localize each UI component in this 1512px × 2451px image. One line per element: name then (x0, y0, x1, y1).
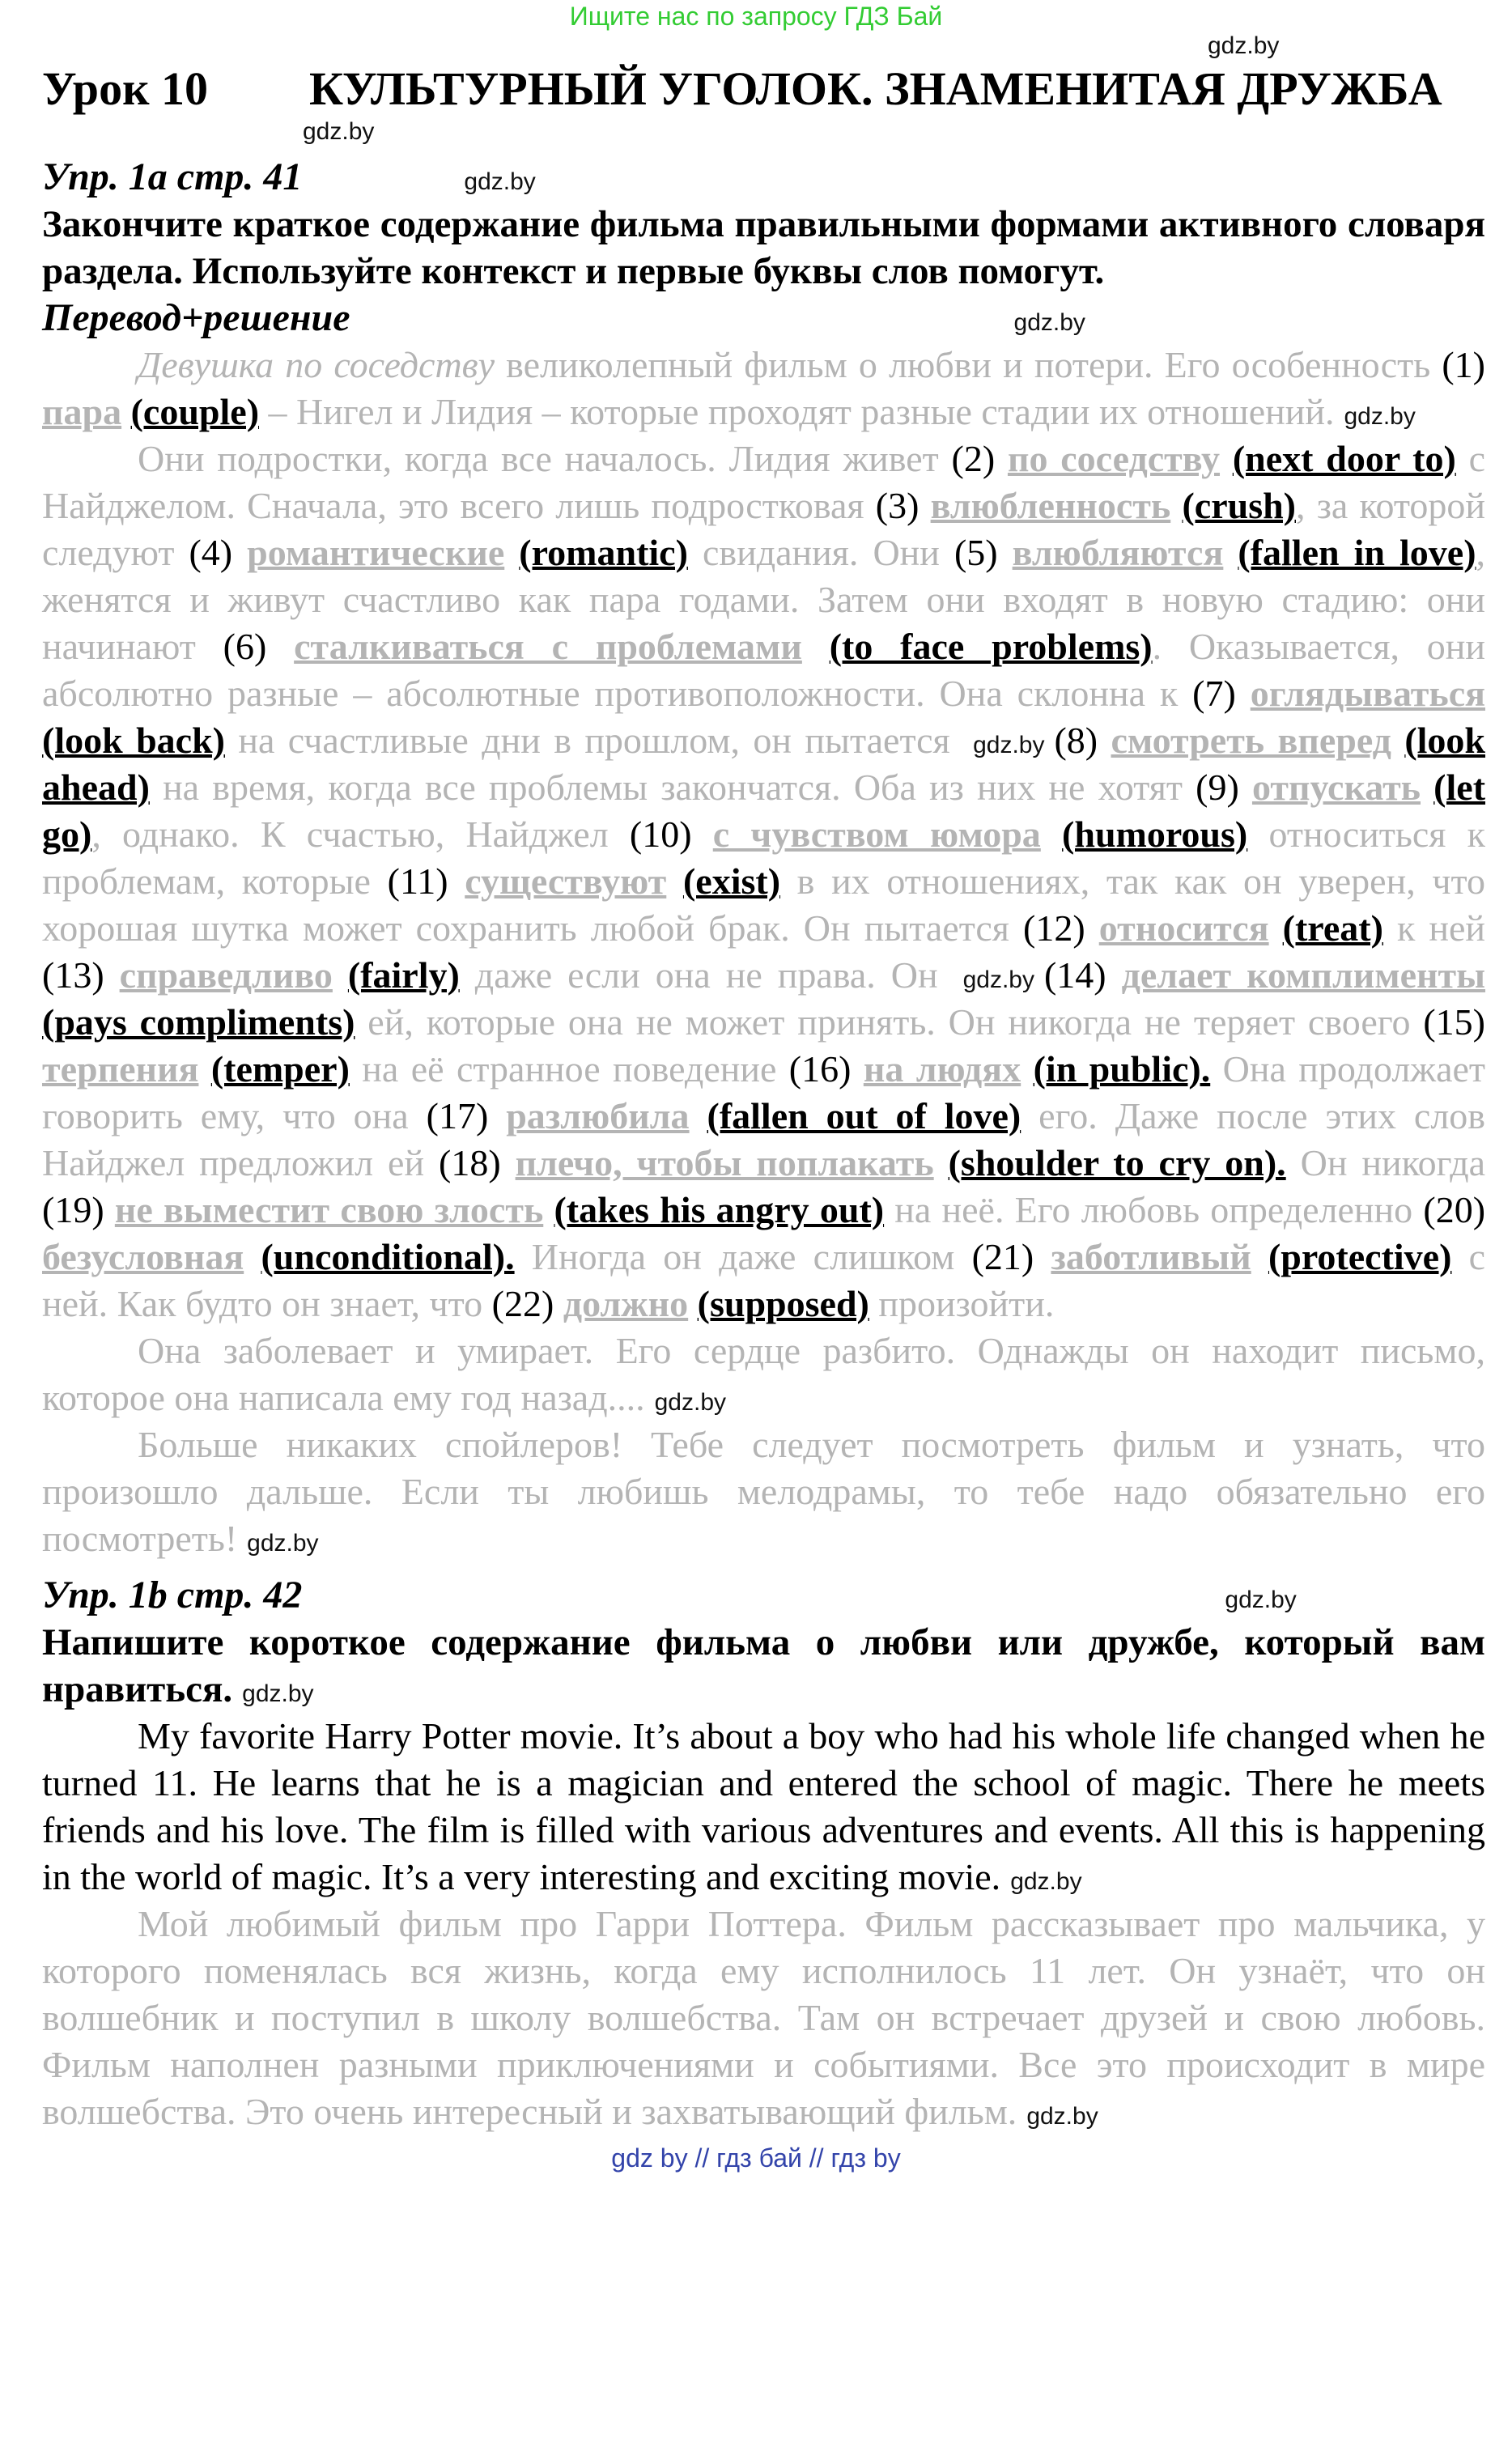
text-segment (919, 485, 930, 526)
russian-answer: безусловная (42, 1236, 244, 1277)
gap-number: (20) (1423, 1189, 1486, 1230)
gap-number: (7) (1192, 673, 1236, 714)
gap-number: (4) (189, 532, 233, 573)
english-summary-paragraph (42, 1713, 1485, 1901)
text-segment (198, 1048, 210, 1090)
text-segment (488, 1095, 506, 1136)
russian-answer: смотреть вперед (1111, 720, 1391, 761)
russian-answer: пара (42, 391, 122, 432)
watermark: gdz.by (1344, 403, 1416, 430)
page-content (42, 32, 1485, 2135)
text-segment: к ней (1382, 907, 1486, 949)
text-segment: с Найджелом. Сначала, это всего лишь подростковая (42, 438, 1486, 526)
english-answer: (look ahead) (42, 720, 1486, 808)
text-segment (995, 438, 1008, 479)
watermark: gdz.by (1026, 2103, 1098, 2130)
text-segment: Он никогда (1285, 1142, 1486, 1183)
gap-number: (6) (223, 626, 267, 667)
text-segment (666, 860, 683, 902)
text-segment (802, 626, 830, 667)
text-segment: , женятся и живут счастливо как пара годами. Затем они входят в новую стадию: они начинают (42, 532, 1486, 667)
exercise-1a-subtitle-row (42, 295, 1485, 342)
text-segment (690, 1095, 707, 1136)
russian-answer: разлюбила (506, 1095, 690, 1136)
exercise-1b-task: Напишите короткое содержание фильма о любви или дружбе, который вам нравиться. (42, 1621, 1485, 1710)
watermark: gdz.by (303, 118, 375, 145)
russian-answer: сталкиваться с проблемами (294, 626, 802, 667)
paragraph (42, 435, 1485, 1327)
russian-answer: заботливый (1051, 1236, 1251, 1277)
english-summary: My favorite Harry Potter movie. It’s about a boy who had his whole life changed when he turned 11. He learns that he is a magician and entered the school of magic. There he meets friends and his love. The film is filled with various adventures and events. All this is happening in the world of magic. It’s a very interesting and exciting movie. (42, 1715, 1485, 1897)
text-segment: на время, когда все проблемы закончатся. Оба из них не хотят (149, 767, 1196, 808)
text-segment (121, 391, 131, 432)
text-segment (1220, 438, 1233, 479)
text-segment (1034, 1236, 1051, 1277)
gap-number: (14) (1043, 954, 1106, 996)
text-segment: его. Даже после этих слов Найджел предложил ей (42, 1095, 1486, 1183)
text-segment (333, 954, 348, 996)
watermark: gdz.by (654, 1389, 726, 1416)
english-answer: (fallen in love) (1238, 532, 1476, 573)
english-answer: (couple) (130, 391, 260, 432)
gap-number: (17) (426, 1095, 489, 1136)
english-answer: (fallen out of love) (707, 1095, 1021, 1136)
gap-number: (19) (42, 1189, 104, 1230)
exercise-1b-title-row (42, 1572, 1485, 1619)
text-segment (501, 1142, 516, 1183)
text-segment (554, 1283, 563, 1324)
watermark: gdz.by (242, 1680, 314, 1707)
text-segment (1170, 485, 1182, 526)
exercise-1b-title: Упр. 1b стр. 42 (42, 1574, 303, 1616)
russian-answer: терпения (42, 1048, 199, 1090)
text-segment (1239, 767, 1252, 808)
russian-answer: делает комплименты (1121, 954, 1486, 996)
text-segment (998, 532, 1013, 573)
english-answer: (shoulder to cry on). (948, 1142, 1286, 1183)
paragraph (42, 342, 1485, 435)
russian-answer: должно (563, 1283, 689, 1324)
gap-number: (16) (788, 1048, 852, 1090)
exercise-1a-title: Упр. 1a стр. 41 (42, 155, 303, 198)
gap-number: (1) (1442, 344, 1485, 385)
text-segment (104, 1189, 115, 1230)
footer-links[interactable]: gdz by // гдз бай // гдз by (611, 2143, 901, 2173)
russian-answer: по соседству (1007, 438, 1221, 479)
lesson-number: Урок 10 (42, 62, 208, 115)
gap-number: (2) (951, 438, 996, 479)
english-answer: (pays compliments) (42, 1001, 355, 1043)
text-segment (104, 954, 120, 996)
text-segment (1106, 954, 1122, 996)
russian-answer: относится (1098, 907, 1269, 949)
russian-translation-paragraph (42, 1901, 1485, 2135)
russian-answer: оглядываться (1250, 673, 1485, 714)
text-segment: . Оказывается, они абсолютно разные – абсолютные противоположности. Она склонна к (42, 626, 1486, 714)
text-segment (1098, 720, 1111, 761)
exercise-1a-subtitle: Перевод+решение (42, 296, 350, 339)
text-segment (934, 1142, 949, 1183)
text-segment (232, 532, 247, 573)
gap-number: (10) (629, 813, 692, 855)
search-banner[interactable]: Ищите нас по запросу ГДЗ Бай (569, 2, 943, 31)
watermark: gdz.by (1010, 1868, 1082, 1895)
english-answer: (takes his angry out) (554, 1189, 885, 1230)
text-segment (1236, 673, 1251, 714)
russian-answer: существуют (465, 860, 667, 902)
russian-answer: влюбленность (930, 485, 1171, 526)
watermark: gdz.by (464, 168, 536, 195)
text-segment: Иногда он даже слишком (514, 1236, 972, 1277)
watermark: gdz.by (1208, 32, 1280, 59)
text-segment: , однако. К счастью, Найджел (91, 813, 630, 855)
text-segment (448, 860, 465, 902)
text-segment: на её странное поведение (349, 1048, 789, 1090)
gap-number: (22) (491, 1283, 554, 1324)
english-answer: (humorous) (1062, 813, 1248, 855)
text-segment: даже если она не права. Он (459, 954, 953, 996)
text-segment (1421, 767, 1433, 808)
english-answer: (protective) (1268, 1236, 1452, 1277)
text-segment: великолепный фильм о любви и потери. Его особенность (495, 344, 1442, 385)
gap-number: (13) (42, 954, 104, 996)
film-title: Девушка по соседству (138, 344, 495, 385)
gap-number: (11) (387, 860, 448, 902)
text-segment: Она заболевает и умирает. Его сердце разбито. Однажды он находит письмо, которое она написала ему год назад.... (42, 1330, 1485, 1418)
text-segment: Они подростки, когда все началось. Лидия живет (138, 438, 952, 479)
english-answer: (let go) (42, 767, 1486, 855)
text-segment (1391, 720, 1404, 761)
english-answer: (unconditional). (261, 1236, 515, 1277)
english-answer: (romantic) (519, 532, 688, 573)
english-answer: (supposed) (697, 1283, 869, 1324)
english-answer: (in public). (1033, 1048, 1211, 1090)
lesson-title: КУЛЬТУРНЫЙ УГОЛОК. ЗНАМЕНИТАЯ ДРУЖБА (309, 62, 1442, 115)
russian-answer: с чувством юмора (712, 813, 1041, 855)
exercise-1a-text (42, 342, 1485, 1562)
text-segment (543, 1189, 554, 1230)
exercise-1b-task-row (42, 1619, 1485, 1713)
gap-number: (15) (1423, 1001, 1485, 1043)
text-segment: произойти. (869, 1283, 1055, 1324)
text-segment (1223, 532, 1238, 573)
text-segment (244, 1236, 261, 1277)
russian-answer: на людях (863, 1048, 1021, 1090)
russian-answer: плечо, чтобы поплакать (515, 1142, 934, 1183)
text-segment: в их отношениях, так как он уверен, что хорошая шутка может сохранить любой брак. Он пытается (42, 860, 1486, 949)
gap-number: (18) (439, 1142, 501, 1183)
text-segment (266, 626, 294, 667)
russian-answer: справедливо (119, 954, 333, 996)
gap-number: (5) (953, 532, 998, 573)
text-segment (692, 813, 713, 855)
paragraph (42, 1327, 1485, 1421)
english-answer: (to face problems) (829, 626, 1153, 667)
watermark: gdz.by (973, 732, 1045, 758)
english-answer: (exist) (682, 860, 781, 902)
watermark: gdz.by (1013, 309, 1085, 336)
english-answer: (look back) (42, 720, 225, 761)
text-segment: относиться к проблемам, которые (42, 813, 1485, 902)
exercise-1a-task: Закончите краткое содержание фильма правильными формами активного словаря раздела. Используйте контекст и первые буквы слов помогут. (42, 203, 1485, 292)
gap-number: (8) (1054, 720, 1098, 761)
russian-answer: влюбляются (1012, 532, 1224, 573)
text-segment (1251, 1236, 1268, 1277)
text-segment: ей, которые она не может принять. Он никогда не теряет своего (355, 1001, 1424, 1043)
gap-number: (12) (1023, 907, 1085, 949)
watermark: gdz.by (247, 1530, 319, 1557)
text-segment: свидания. Они (687, 532, 954, 573)
text-segment (504, 532, 519, 573)
text-segment (1021, 1048, 1033, 1090)
english-answer: (fairly) (347, 954, 460, 996)
text-segment (688, 1283, 698, 1324)
text-segment: Больше никаких спойлеров! Тебе следует посмотреть фильм и узнать, что произошло дальше. Если ты любишь мелодрамы, то тебе надо обязательно его посмотреть! (42, 1424, 1485, 1559)
russian-translation: Мой любимый фильм про Гарри Поттера. Фильм рассказывает про мальчика, у которого поменялась вся жизнь, когда ему исполнилось 11 лет. Он узнаёт, что он волшебник и поступил в школу волшебства. Там он встречает друзей и свою любовь. Фильм наполнен разными приключениями и событиями. Все это происходит в мире волшебства. Это очень интересный и захватывающий фильм. (42, 1903, 1485, 2132)
text-segment (1085, 907, 1099, 949)
text-segment: Она продолжает говорить ему, что она (42, 1048, 1486, 1136)
russian-answer: отпускать (1251, 767, 1421, 808)
watermark: gdz.by (1225, 1587, 1297, 1613)
text-segment: – Нигел и Лидия – которые проходят разные стадии их отношений. (259, 391, 1335, 432)
english-answer: (treat) (1282, 907, 1383, 949)
russian-answer: романтические (247, 532, 505, 573)
gap-number: (21) (971, 1236, 1034, 1277)
text-segment: , за которой следуют (42, 485, 1486, 573)
english-answer: (temper) (210, 1048, 350, 1090)
exercise-1a-title-row (42, 154, 1485, 201)
english-answer: (crush) (1182, 485, 1296, 526)
russian-answer: не выместит свою злость (114, 1189, 544, 1230)
text-segment: на неё. Его любовь определенно (884, 1189, 1424, 1230)
gap-number: (3) (875, 485, 920, 526)
text-segment: с ней. Как будто он знает, что (42, 1236, 1486, 1324)
english-answer: (next door to) (1232, 438, 1456, 479)
text-segment (851, 1048, 863, 1090)
text-segment: на счастливые дни в прошлом, он пытается (224, 720, 964, 761)
text-segment (1041, 813, 1062, 855)
gap-number: (9) (1196, 767, 1239, 808)
watermark: gdz.by (962, 966, 1034, 993)
text-segment (1269, 907, 1283, 949)
lesson-heading (42, 60, 1485, 118)
paragraph (42, 1421, 1485, 1562)
